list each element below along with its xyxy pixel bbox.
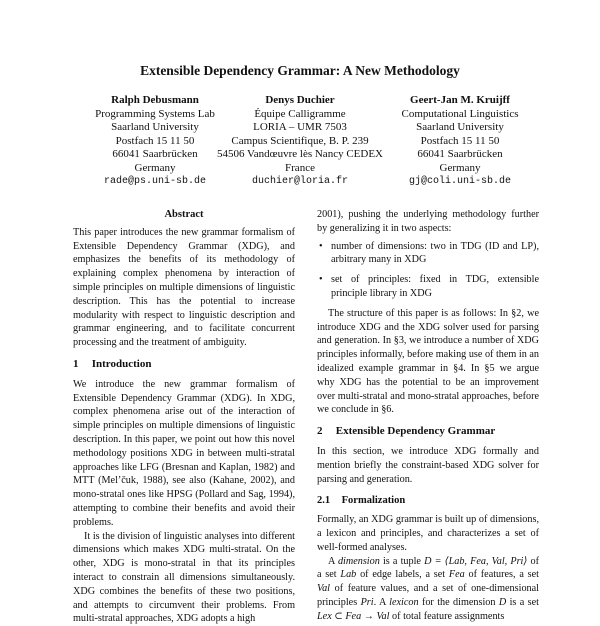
list-item-text: set of principles: fixed in TDG, extensible principle library in XDG: [331, 274, 539, 299]
continuation-paragraph: 2001), pushing the underlying methodology further by generalizing it in two aspects:: [317, 209, 539, 234]
author-name: Ralph Debusmann: [111, 94, 199, 106]
author-affiliation-line: Programming Systems Lab: [95, 107, 215, 120]
bullet-icon: •: [319, 274, 323, 286]
author-email: duchier@loria.fr: [251, 176, 348, 187]
subsection-title: Formalization: [341, 495, 406, 507]
abstract-heading: Abstract: [164, 209, 204, 220]
author-name: Denys Duchier: [265, 94, 335, 106]
section-number: 2: [317, 425, 323, 438]
author-affiliation-line: 66041 Saarbrücken: [112, 148, 198, 160]
structure-paragraph: The structure of this paper is as follows: In §2, we introduce XDG and the XDG solver used for parsing and generation. In §3, we introduce a number of XDG principles informally, before making use of them in an idealized example grammar in §4. In §5 we argue why XDG has the potential to be an improvement over multi-stratal and mono-stratal approaches, before we conclude in §6.: [317, 307, 539, 416]
author-block-2: [215, 94, 385, 189]
paper-title: Extensible Dependency Grammar: A New Methodology: [140, 63, 460, 78]
list-item: [319, 273, 539, 301]
author-block-3: [375, 94, 545, 189]
author-affiliation-line: Saarland University: [111, 121, 199, 133]
formalization-paragraph-2: A dimension is a tuple D = ⟨Lab, Fea, Val, Pri⟩ of a set Lab of edge labels, a set Fea of features, a set Val of feature values, and a set of one-dimensional principles Pri. A lexicon for the dimension D is a set Lex ⊂ Fea → Val of total feature assignments: [317, 555, 539, 622]
bullet-icon: •: [319, 240, 323, 252]
intro-paragraph-1: We introduce the new grammar formalism of Extensible Dependency Grammar (XDG). In XDG, complex phenomena arise out of the interaction of simple principles on multiple dimensions of linguistic description. In this paper, we point out how this novel methodology positions XDG in between multi-stratal approaches like LFG (Bresnan and Kaplan, 1982) and MTT (Mel’čuk, 1988), see also (Kahane, 2002), and mono-stratal ones like HPSG (Pollard and Sag, 1994), attempting to combine their benefits and avoid their problems.: [73, 378, 295, 528]
author-affiliation-line: Postfach 15 11 50: [115, 134, 195, 147]
formalization-paragraph-1: Formally, an XDG grammar is built up of dimensions, a lexicon and principles, and characterizes a set of well-formed analyses.: [317, 514, 539, 553]
author-email: gj@coli.uni-sb.de: [408, 176, 512, 187]
author-affiliation-line: Postfach 15 11 50: [420, 134, 500, 147]
author-affiliation-line: Campus Scientifique, B. P. 239: [231, 134, 369, 147]
section2-paragraph: In this section, we introduce XDG formally and mention briefly the constraint-based XDG solver for parsing and generation.: [317, 445, 539, 485]
left-column: [73, 208, 295, 626]
author-name: Geert-Jan M. Kruijff: [410, 94, 510, 106]
author-affiliation-line: 66041 Saarbrücken: [417, 148, 503, 160]
subsection-number: 2.1: [317, 495, 331, 507]
abstract-text: This paper introduces the new grammar formalism of Extensible Dependency Grammar (XDG), and emphasizes the benefits of its methodology of explaining complex phenomena by interaction of simple principles on multiple dimensions of linguistic description. This has the potential to increase modularity with respect to linguistic description and grammar engineering, and to facilitate concurrent processing and the treatment of ambiguity.: [73, 226, 295, 349]
author-affiliation-line: Germany: [134, 161, 176, 174]
intro-paragraph-2: It is the division of linguistic analyses into different dimensions which makes XDG multi-stratal. On the other, XDG is mono-stratal in that its principles interact to constrain all dimensions simultaneously. XDG combines the benefits of these two positions, and attempts to circumvent their problems. From multi-stratal approaches, XDG adopts a high: [73, 530, 295, 625]
list-item-text: number of dimensions: two in TDG (ID and LP), arbitrary many in XDG: [331, 240, 539, 266]
section-heading-introduction: [73, 358, 295, 372]
author-email: rade@ps.uni-sb.de: [103, 176, 207, 187]
author-affiliation-line: Germany: [439, 161, 481, 174]
section-heading-xdg: [317, 425, 539, 439]
list-item: [319, 240, 539, 268]
section-title: Introduction: [91, 357, 152, 370]
aspects-list: [317, 240, 539, 301]
author-affiliation-line: LORIA – UMR 7503: [253, 121, 347, 133]
subsection-heading-formalization: [317, 494, 539, 508]
author-affiliation-line: Computational Linguistics: [401, 107, 519, 120]
author-affiliation-line: Équipe Calligramme: [254, 107, 346, 120]
right-column: [317, 208, 539, 624]
section-number: 1: [73, 357, 79, 370]
author-affiliation-line: Saarland University: [416, 121, 504, 133]
section-title: Extensible Dependency Grammar: [335, 425, 496, 438]
author-affiliation-line: France: [285, 161, 315, 174]
author-affiliation-line: 54506 Vandœuvre lès Nancy CEDEX: [217, 148, 383, 160]
